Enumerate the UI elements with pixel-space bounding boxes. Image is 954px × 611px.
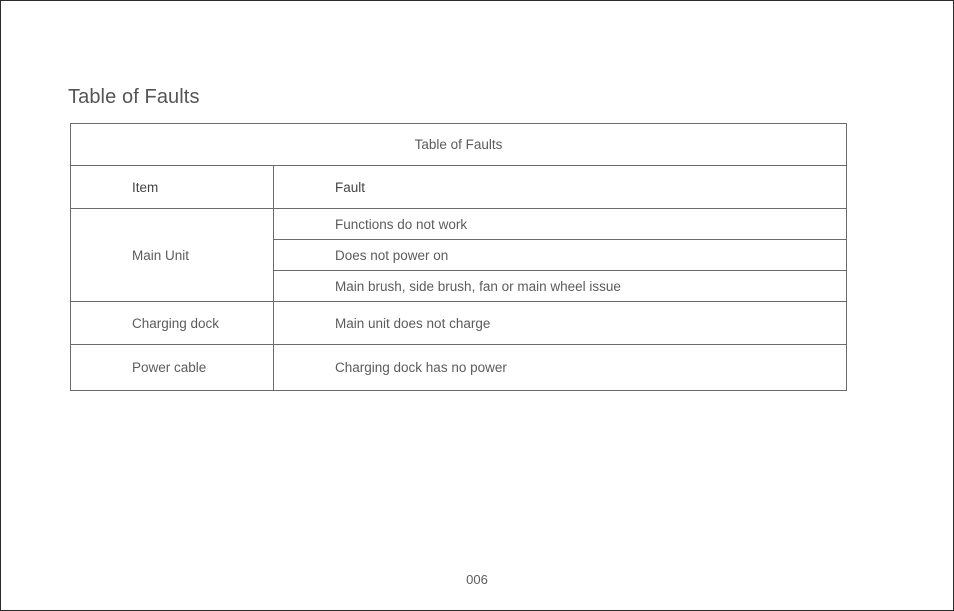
header-fault: Fault xyxy=(274,166,847,209)
fault-cell: Main unit does not charge xyxy=(274,302,847,345)
header-item: Item xyxy=(71,166,274,209)
page-title: Table of Faults xyxy=(68,86,200,108)
fault-cell: Does not power on xyxy=(274,240,847,271)
table-row xyxy=(71,209,847,240)
fault-cell: Functions do not work xyxy=(274,209,847,240)
table-caption: Table of Faults xyxy=(71,124,847,166)
table-caption-row xyxy=(71,124,847,166)
table-row xyxy=(71,345,847,391)
page-number: 006 xyxy=(466,572,488,587)
item-main-unit: Main Unit xyxy=(71,209,274,302)
table-header-row xyxy=(71,166,847,209)
fault-cell: Main brush, side brush, fan or main wheel issue xyxy=(274,271,847,302)
item-charging-dock: Charging dock xyxy=(71,302,274,345)
table-row xyxy=(71,302,847,345)
fault-cell: Charging dock has no power xyxy=(274,345,847,391)
item-power-cable: Power cable xyxy=(71,345,274,391)
faults-table xyxy=(70,123,847,391)
